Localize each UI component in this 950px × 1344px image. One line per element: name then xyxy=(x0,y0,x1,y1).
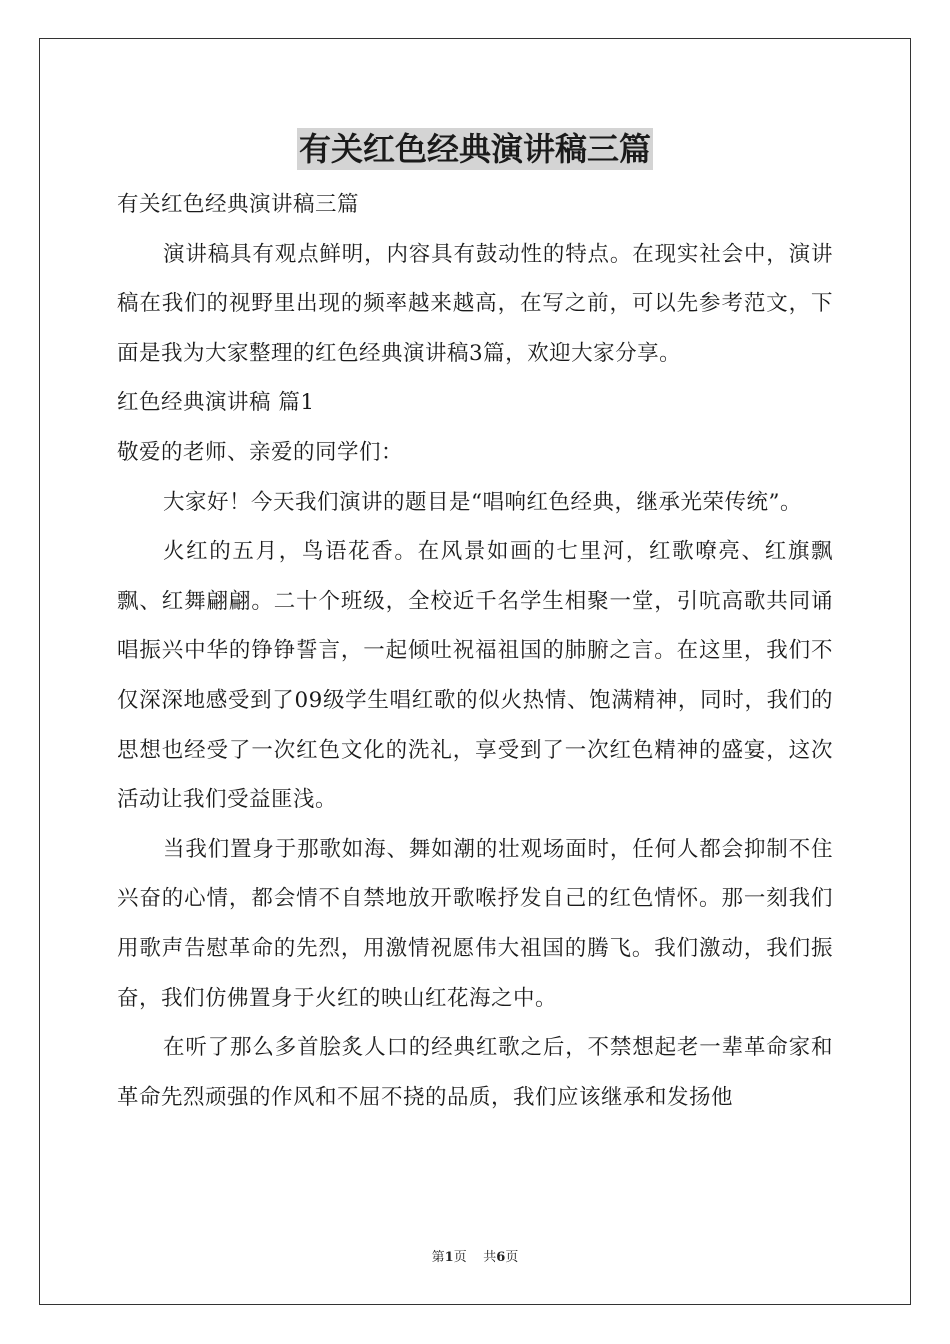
document-body xyxy=(117,180,833,1122)
page-footer xyxy=(0,1246,950,1265)
body-paragraph-3: 当我们置身于那歌如海、舞如潮的壮观场面时，任何人都会抑制不住兴奋的心情，都会情不自禁地放开歌喉抒发自己的红色情怀。那一刻我们用歌声告慰革命的先烈，用激情祝愿伟大祖国的腾飞。我们激动，我们振奋，我们仿佛置身于火红的映山红花海之中。 xyxy=(117,836,833,1011)
title-container xyxy=(0,128,950,170)
body-paragraph-4: 在听了那么多首脍炙人口的经典红歌之后，不禁想起老一辈革命家和革命先烈顽强的作风和不屈不挠的品质，我们应该继承和发扬他 xyxy=(117,1035,833,1110)
body-paragraph-2: 火红的五月，鸟语花香。在风景如画的七里河，红歌嘹亮、红旗飘飘、红舞翩翩。二十个班级，全校近千名学生相聚一堂，引吭高歌共同诵唱振兴中华的铮铮誓言，一起倾吐祝福祖国的肺腑之言。在这里，我们不仅深深地感受到了09级学生唱红歌的似火热情、饱满精神，同时，我们的思想也经受了一次红色文化的洗礼，享受到了一次红色精神的盛宴，这次活动让我们受益匪浅。 xyxy=(117,539,833,813)
page-number: 1 xyxy=(444,1250,454,1265)
salutation: 敬爱的老师、亲爱的同学们： xyxy=(117,439,404,465)
document-title: 有关红色经典演讲稿三篇 xyxy=(298,130,651,168)
section-heading: 红色经典演讲稿 篇1 xyxy=(117,390,315,416)
page-suffix: 页 xyxy=(453,1250,467,1265)
total-pages: 6 xyxy=(496,1250,506,1265)
total-suffix: 页 xyxy=(505,1250,519,1265)
total-prefix: 共 xyxy=(483,1250,497,1265)
page-prefix: 第 xyxy=(431,1250,445,1265)
intro-paragraph: 演讲稿具有观点鲜明，内容具有鼓动性的特点。在现实社会中，演讲稿在我们的视野里出现的频率越来越高，在写之前，可以先参考范文，下面是我为大家整理的红色经典演讲稿3篇，欢迎大家分享。 xyxy=(117,241,833,366)
subtitle-line: 有关红色经典演讲稿三篇 xyxy=(117,192,360,217)
body-paragraph-1: 大家好！今天我们演讲的题目是“唱响红色经典，继承光荣传统”。 xyxy=(163,489,802,515)
